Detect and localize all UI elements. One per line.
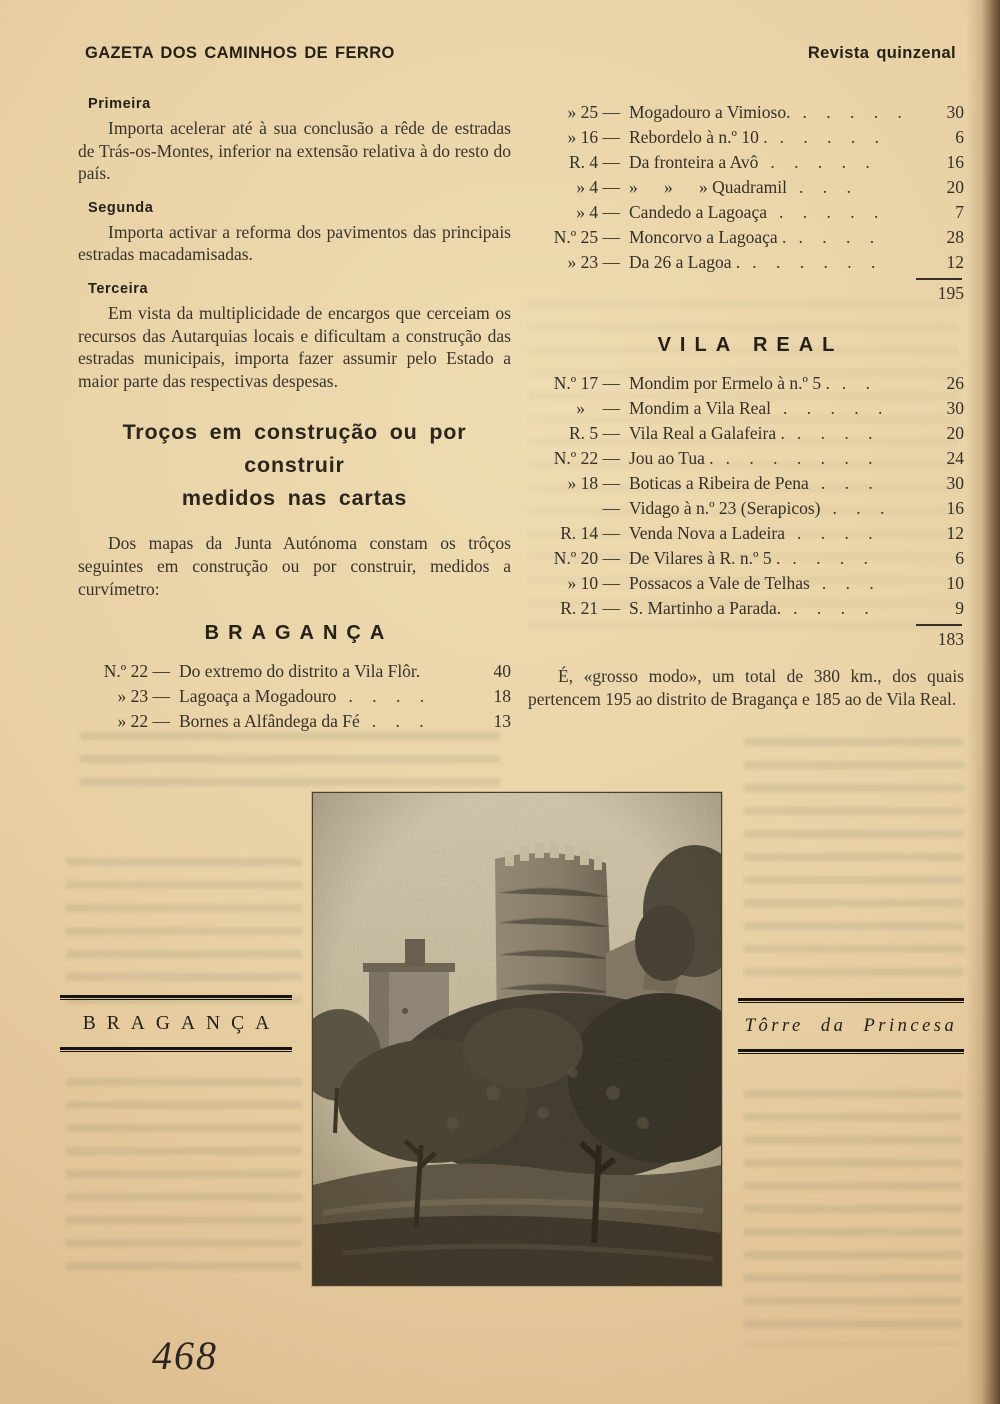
road-row [528, 421, 964, 446]
road-ref: N.º 22 — [553, 448, 620, 468]
leader-dots: . . . . . [802, 102, 904, 122]
vila-real-road-list [528, 371, 964, 621]
road-name: Mondim por Ermelo à n.º 5 . [629, 373, 830, 393]
braganca-continued-list [528, 100, 964, 275]
caption-left-text: BRAGANÇA [82, 1013, 281, 1034]
leader-dots: . . . [371, 711, 426, 732]
road-name: Mondim a Vila Real [629, 398, 772, 418]
leader-dots: . . . . . [770, 152, 872, 172]
road-name: Do extremo do distrito a Vila Flôr. [179, 661, 421, 682]
leader-dots: . . . . [798, 227, 877, 247]
leader-dots: . . . . . . [752, 252, 878, 272]
construction-heading [78, 416, 511, 515]
road-name: Da fronteira a Avô [629, 152, 759, 172]
road-row [528, 571, 964, 596]
leader-dots: . . . . [796, 423, 875, 443]
road-name: Moncorvo a Lagoaça . [629, 227, 787, 247]
road-ref: R. 4 — [568, 152, 620, 172]
road-row [528, 225, 964, 250]
road-row [528, 471, 964, 496]
castle-photo [312, 792, 722, 1286]
road-name: S. Martinho a Parada. [629, 598, 782, 618]
road-name: » » » Quadramil [629, 177, 787, 197]
road-name: De Vilares à R. n.º 5 . [629, 548, 781, 568]
castle-photo-illustration [313, 793, 721, 1285]
vila-real-total [528, 624, 964, 650]
road-km: 30 [946, 473, 964, 493]
leader-dots: . . . . . . . [725, 448, 875, 468]
leader-dots: . . . . [796, 523, 875, 543]
leader-dots: . . . . . [778, 202, 881, 222]
road-km: 16 [946, 498, 964, 518]
braganca-total [528, 278, 964, 304]
road-row [528, 496, 964, 521]
road-km: 6 [955, 548, 964, 568]
page-number: 468 [152, 1333, 218, 1378]
road-row [78, 709, 511, 734]
road-name: Vidago à n.º 23 (Serapicos) [629, 498, 821, 518]
road-name: Rebordelo à n.º 10 . [629, 127, 768, 147]
road-km: 30 [946, 398, 964, 418]
road-ref: R. 21 — [560, 598, 620, 618]
left-column [78, 96, 511, 734]
road-row [528, 546, 964, 571]
road-km: 9 [955, 598, 964, 618]
road-ref: » 10 — [567, 573, 620, 593]
road-km: 12 [946, 523, 964, 543]
road-name: Da 26 a Lagoa . [629, 252, 741, 272]
section-heading-primeira: Primeira [88, 96, 151, 112]
road-km: 20 [946, 423, 964, 443]
caption-rule [738, 1049, 964, 1054]
paragraph-terceira: Em vista da multiplicidade de encargos que cerceiam os recursos das Autarquias locais e dificultam a construção das estradas municipais, importa fazer assumir pelo Estado a maior parte das respectivas despesas. [78, 302, 511, 391]
road-row [78, 659, 511, 684]
road-km: 7 [955, 202, 964, 222]
road-row [528, 250, 964, 275]
road-km: 12 [946, 252, 964, 272]
leader-dots: . . . [820, 473, 875, 493]
road-ref: » 4 — [576, 202, 620, 222]
leader-dots: . . . . . [779, 127, 881, 147]
leader-dots: . . . . [348, 686, 427, 707]
road-km: 16 [946, 152, 964, 172]
road-km: 28 [946, 227, 964, 247]
leader-dots: . . . [832, 498, 887, 518]
road-row [528, 150, 964, 175]
magazine-title: GAZETA DOS CAMINHOS DE FERRO [85, 44, 395, 62]
road-ref: » 16 — [567, 127, 620, 147]
total-rule [916, 624, 962, 626]
road-ref: » — [576, 398, 620, 418]
road-row [528, 596, 964, 621]
road-ref: N.º 17 — [553, 373, 620, 393]
photo-caption-right [738, 998, 964, 1054]
right-column [528, 100, 964, 724]
road-name: Boticas a Ribeira de Pena [629, 473, 809, 493]
road-row [528, 175, 964, 200]
caption-right-text: Tôrre da Princesa [744, 1016, 958, 1036]
road-row [528, 396, 964, 421]
paragraph-primeira: Importa acelerar até à sua conclusão a rêde de estradas de Trás-os-Montes, inferior na extensão relativa à do resto do país. [78, 118, 511, 184]
road-km: 24 [946, 448, 964, 468]
road-row [528, 521, 964, 546]
section-heading-segunda: Segunda [88, 199, 154, 216]
road-name: Vila Real a Galafeira . [629, 423, 785, 443]
leader-dots: . . . [821, 573, 876, 593]
paragraph-intro: Dos mapas da Junta Autónoma constam os trôços seguintes em construção ou por construir, medidos a curvímetro: [78, 533, 511, 599]
road-ref: » 23 — [567, 252, 620, 272]
road-ref: R. 14 — [560, 523, 620, 543]
braganca-road-list [78, 659, 511, 734]
page-gutter-shadow [966, 0, 1000, 1404]
road-ref: N.º 20 — [553, 548, 620, 568]
road-row [528, 100, 964, 125]
road-ref: » 4 — [576, 177, 620, 197]
road-ref: » 18 — [567, 473, 620, 493]
leader-dots: . . . . [792, 548, 870, 568]
leader-dots: . . . [798, 177, 853, 197]
road-km: 20 [946, 177, 964, 197]
caption-rule [60, 1047, 292, 1052]
construction-heading-line1: Troços em construção ou por construir [122, 420, 467, 478]
total-rule [916, 278, 962, 280]
bleed-through-ghost [80, 732, 500, 788]
district-heading-vila-real: VILA REAL [657, 334, 844, 356]
road-row [528, 125, 964, 150]
road-km: 26 [946, 373, 964, 393]
masthead [85, 44, 956, 63]
braganca-total-value: 195 [937, 283, 964, 303]
road-name: Mogadouro a Vimioso. [629, 102, 791, 122]
paragraph-summary: É, «grosso modo», um total de 380 km., dos quais pertencem 195 ao distrito de Bragança e 185 ao de Vila Real. [528, 666, 964, 709]
road-km: 10 [946, 573, 964, 593]
magazine-subtitle: Revista quinzenal [807, 44, 956, 62]
road-km: 13 [493, 711, 511, 732]
road-ref: R. 5 — [568, 423, 620, 443]
road-km: 30 [946, 102, 964, 122]
road-ref: » 23 — [117, 686, 170, 707]
road-km: 18 [493, 686, 511, 707]
bleed-through-ghost [66, 1078, 302, 1283]
road-km: 6 [955, 127, 964, 147]
road-ref: N.º 22 — [103, 661, 170, 682]
bleed-through-ghost [744, 1090, 962, 1345]
road-ref: — [602, 498, 620, 518]
road-ref: N.º 25 — [553, 227, 620, 247]
paragraph-segunda: Importa activar a reforma dos pavimentos das principais estradas macadamisadas. [78, 221, 511, 265]
road-name: Bornes a Alfândega da Fé [179, 711, 360, 732]
section-heading-terceira: Terceira [88, 280, 149, 297]
photo-caption-left [60, 995, 292, 1052]
leader-dots: . . [841, 373, 872, 393]
road-name: Possacos a Vale de Telhas [629, 573, 810, 593]
road-ref: » 25 — [567, 102, 620, 122]
bleed-through-ghost [744, 738, 964, 988]
road-name: Venda Nova a Ladeira [629, 523, 785, 543]
district-heading-braganca: BRAGANÇA [204, 622, 394, 645]
leader-dots: . . . . [793, 598, 871, 618]
road-row [528, 200, 964, 225]
leader-dots: . . . . . [783, 398, 885, 418]
road-name: Lagoaça a Mogadouro [179, 686, 337, 707]
road-ref: » 22 — [117, 711, 170, 732]
construction-heading-line2: medidos nas cartas [181, 486, 408, 511]
road-name: Jou ao Tua . [629, 448, 714, 468]
road-name: Candedo a Lagoaça [629, 202, 767, 222]
road-row [78, 684, 511, 709]
road-row [528, 371, 964, 396]
road-km: 40 [493, 661, 511, 682]
bleed-through-ghost [66, 858, 302, 1006]
vila-real-total-value: 183 [937, 629, 964, 649]
road-row [528, 446, 964, 471]
